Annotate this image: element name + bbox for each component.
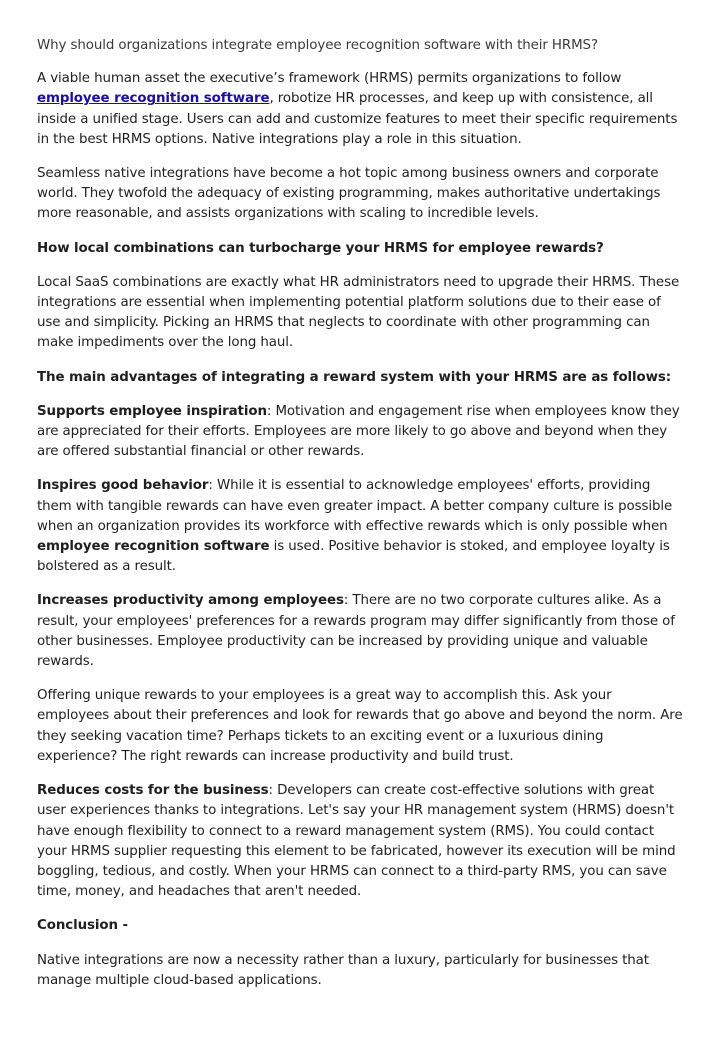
heading-local-combinations: How local combinations can turbocharge your HRMS for employee rewards? bbox=[37, 240, 604, 256]
benefit-title: Increases productivity among employees bbox=[37, 593, 344, 609]
benefit-text: : Motivation and engagement rise when employees know they are appreciated for their efforts. Employees are more likely to go above and beyond when they are offered substantial financial or other rewards. bbox=[37, 403, 680, 460]
benefit-text: : Developers can create cost-effective solutions with great user experiences thanks to integrations. Let's say your HR management system (HRMS) doesn't have enough flexibility to connect to a reward management system (RMS). You could contact your HRMS supplier requesting this element to be fabricated, however its execution will be mind boggling, tedious, and costly. When your HRMS can connect to a third-party RMS, you can save time, money, and headaches that aren't needed. bbox=[37, 783, 676, 900]
benefit-good-behavior bbox=[37, 476, 686, 577]
heading-conclusion: Conclusion - bbox=[37, 918, 128, 934]
benefit-text: : There are no two corporate cultures alike. As a result, your employees' preferences for a rewards program may differ significantly from those of other businesses. Employee productivity can be increased by providing unique and valuable rewards. bbox=[37, 593, 675, 670]
benefit-text: : While it is essential to acknowledge employees' efforts, providing them with tangible rewards can have even greater impact. A better company culture is possible when an organization provides its workforce with effective rewards which is only possible when bbox=[37, 478, 673, 534]
benefit-increases-productivity bbox=[37, 591, 686, 672]
paragraph-hrms-overview bbox=[37, 69, 686, 150]
paragraph-conclusion: Native integrations are now a necessity rather than a luxury, particularly for businesses that manage multiple cloud-based applications. bbox=[37, 952, 649, 988]
intro-question: Why should organizations integrate employee recognition software with their HRMS? bbox=[37, 38, 598, 53]
benefit-reduces-costs bbox=[37, 781, 686, 902]
benefit-title: Supports employee inspiration bbox=[37, 403, 267, 419]
paragraph-text: A viable human asset the executive’s framework (HRMS) permits organizations to follow bbox=[37, 71, 622, 87]
benefit-title: Inspires good behavior bbox=[37, 478, 209, 494]
paragraph-text: , robotize HR processes, and keep up with consistence, all inside a unified stage. Users can add and customize features to meet their specific requirements in the best HRMS options. Native integrations play a role in this situation. bbox=[37, 91, 678, 147]
paragraph-native-integrations: Seamless native integrations have become a hot topic among business owners and corporate world. They twofold the adequacy of existing programming, makes authoritative undertakings more reasonable, and assists organizations with scaling to incredible levels. bbox=[37, 166, 661, 222]
benefit-supports-inspiration bbox=[37, 402, 686, 463]
benefit-text: is used. Positive behavior is stoked, and employee loyalty is bolstered as a result. bbox=[37, 539, 670, 575]
paragraph-unique-rewards: Offering unique rewards to your employees is a great way to accomplish this. Ask your employees about their preferences and look for rewards that go above and beyond the norm. Are they seeking vacation time? Perhaps tickets to an exciting event or a luxurious dining experience? The right rewards can increase productivity and build trust. bbox=[37, 688, 683, 764]
benefit-title: Reduces costs for the business bbox=[37, 783, 269, 799]
employee-recognition-software-link[interactable]: employee recognition software bbox=[37, 91, 270, 107]
paragraph-saas-combinations: Local SaaS combinations are exactly what HR administrators need to upgrade their HRMS. These integrations are essential when implementing potential platform solutions due to their ease of use and simplicity. Picking an HRMS that neglects to coordinate with other programming can make impediments over the long haul. bbox=[37, 274, 680, 351]
benefit-bold-phrase: employee recognition software bbox=[37, 539, 270, 555]
heading-main-advantages: The main advantages of integrating a reward system with your HRMS are as follows: bbox=[37, 369, 672, 385]
